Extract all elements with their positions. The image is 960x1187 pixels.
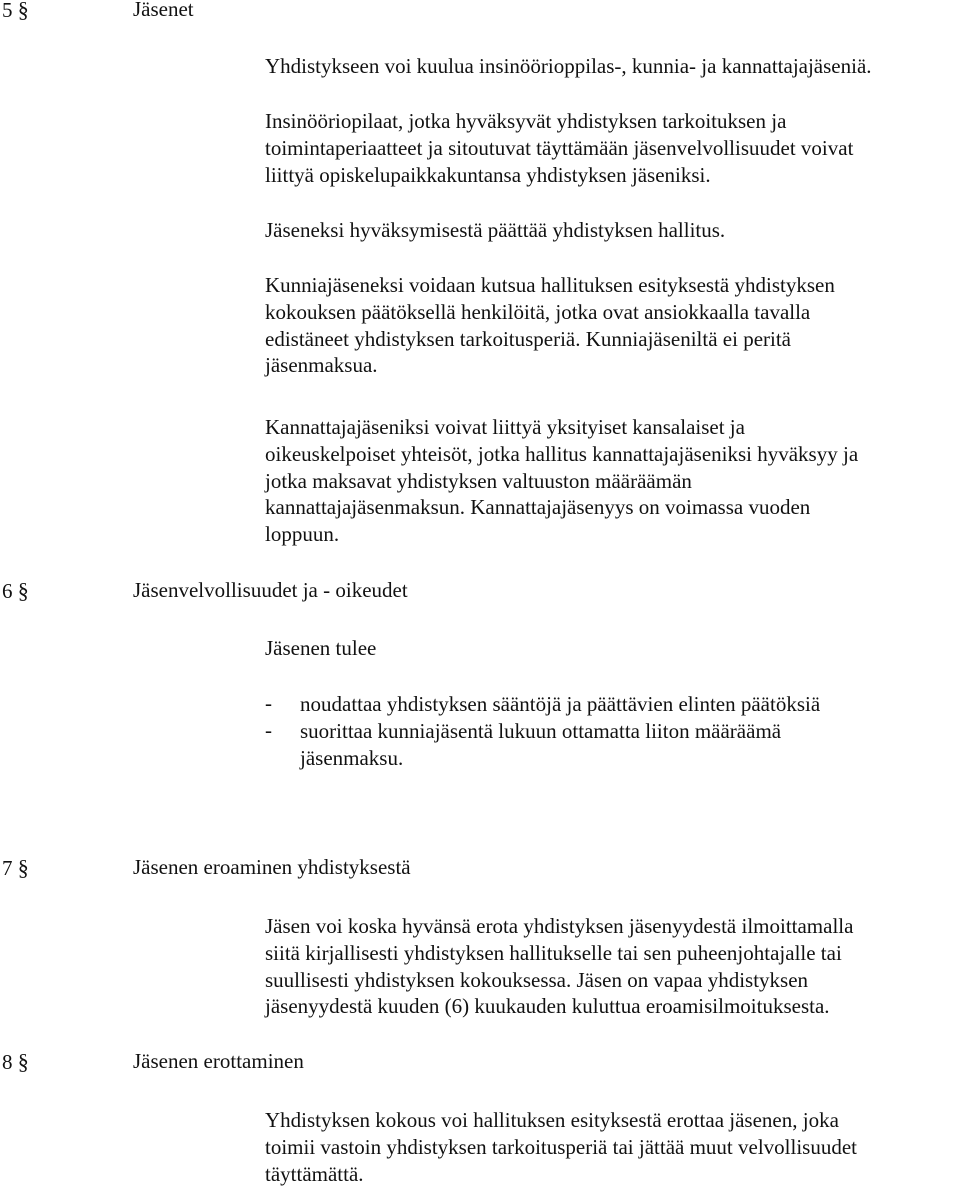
text-line: oikeuskelpoiset yhteisöt, jotka hallitus kannattajajäseniksi hyväksyy ja: [265, 441, 859, 466]
text-line: jäsenmaksua.: [265, 353, 378, 378]
text-line: loppuun.: [265, 522, 340, 547]
section-7-paragraph-1: [265, 913, 955, 1020]
text-line: Kannattajajäseniksi voivat liittyä yksityiset kansalaiset ja: [265, 415, 745, 439]
text-line: suorittaa kunniajäsentä lukuun ottamatta liiton määräämä: [300, 719, 782, 743]
bullet-marker: -: [265, 718, 272, 742]
text-line: toimii vastoin yhdistyksen tarkoitusperiä tai jättää muut velvollisuudet: [265, 1134, 857, 1159]
section-5-paragraph-1: [265, 53, 955, 80]
text-line: Yhdistykseen voi kuulua insinöörioppilas-, kunnia- ja kannattajajäseniä.: [265, 54, 872, 78]
bullet-item: [300, 718, 781, 772]
text-line: Kunniajäseneksi voidaan kutsua hallituksen esityksestä yhdistyksen: [265, 273, 835, 297]
bullet-marker: -: [265, 691, 272, 715]
section-5-number: 5 §: [2, 0, 29, 23]
section-symbol: §: [17, 1049, 29, 1074]
text-line: toimintaperiaatteet ja sitoutuvat täyttämään jäsenvelvollisuudet voivat: [265, 135, 854, 160]
section-5-paragraph-5: [265, 414, 955, 548]
bullet-item: [300, 691, 820, 718]
text-line: liittyä opiskelupaikkakuntansa yhdistyksen jäseniksi.: [265, 162, 711, 187]
section-7-number: 7 §: [2, 855, 29, 880]
section-5-paragraph-3: [265, 217, 955, 244]
text-line: Jäseneksi hyväksymisestä päättää yhdistyksen hallitus.: [265, 218, 726, 242]
text-line: Insinööriopilaat, jotka hyväksyvät yhdistyksen tarkoituksen ja: [265, 109, 787, 133]
section-symbol: §: [17, 0, 29, 22]
text-line: jäsenyydestä kuuden (6) kuukauden kuluttua eroamisilmoituksesta.: [265, 994, 830, 1019]
section-7-title: Jäsenen eroaminen yhdistyksestä: [133, 855, 411, 879]
text-line: kannattajajäsenmaksun. Kannattajajäsenyys on voimassa vuoden: [265, 495, 811, 520]
text-line: Yhdistyksen kokous voi hallituksen esityksestä erottaa jäsenen, joka: [265, 1108, 839, 1132]
text-line: jotka maksavat yhdistyksen valtuuston määräämän: [265, 468, 692, 493]
text-line: noudattaa yhdistyksen sääntöjä ja päättävien elinten päätöksiä: [300, 692, 821, 716]
section-5-paragraph-4: [265, 272, 955, 379]
text-line: jäsenmaksu.: [300, 745, 404, 770]
section-8-paragraph-1: [265, 1107, 955, 1187]
section-5-paragraph-2: [265, 108, 955, 188]
section-symbol: §: [17, 578, 29, 603]
section-6-intro: [265, 635, 955, 662]
section-6-title: Jäsenvelvollisuudet ja - oikeudet: [133, 578, 408, 602]
section-8-title: Jäsenen erottaminen: [133, 1049, 304, 1073]
section-symbol: §: [17, 855, 29, 880]
section-5-title: Jäsenet: [133, 0, 194, 21]
section-6-number: 6 §: [2, 578, 29, 603]
text-line: kokouksen päätöksellä henkilöitä, jotka ovat ansiokkaalla tavalla: [265, 299, 811, 324]
text-line: Jäsenen tulee: [265, 636, 377, 660]
text-line: siitä kirjallisesti yhdistyksen hallitukselle tai sen puheenjohtajalle tai: [265, 940, 842, 965]
text-line: suullisesti yhdistyksen kokouksessa. Jäsen on vapaa yhdistyksen: [265, 967, 809, 992]
text-line: edistäneet yhdistyksen tarkoitusperiä. Kunniajäseniltä ei peritä: [265, 326, 792, 351]
section-8-number: 8 §: [2, 1049, 29, 1074]
text-line: Jäsen voi koska hyvänsä erota yhdistyksen jäsenyydestä ilmoittamalla: [265, 914, 854, 938]
text-line: täyttämättä.: [265, 1161, 364, 1186]
